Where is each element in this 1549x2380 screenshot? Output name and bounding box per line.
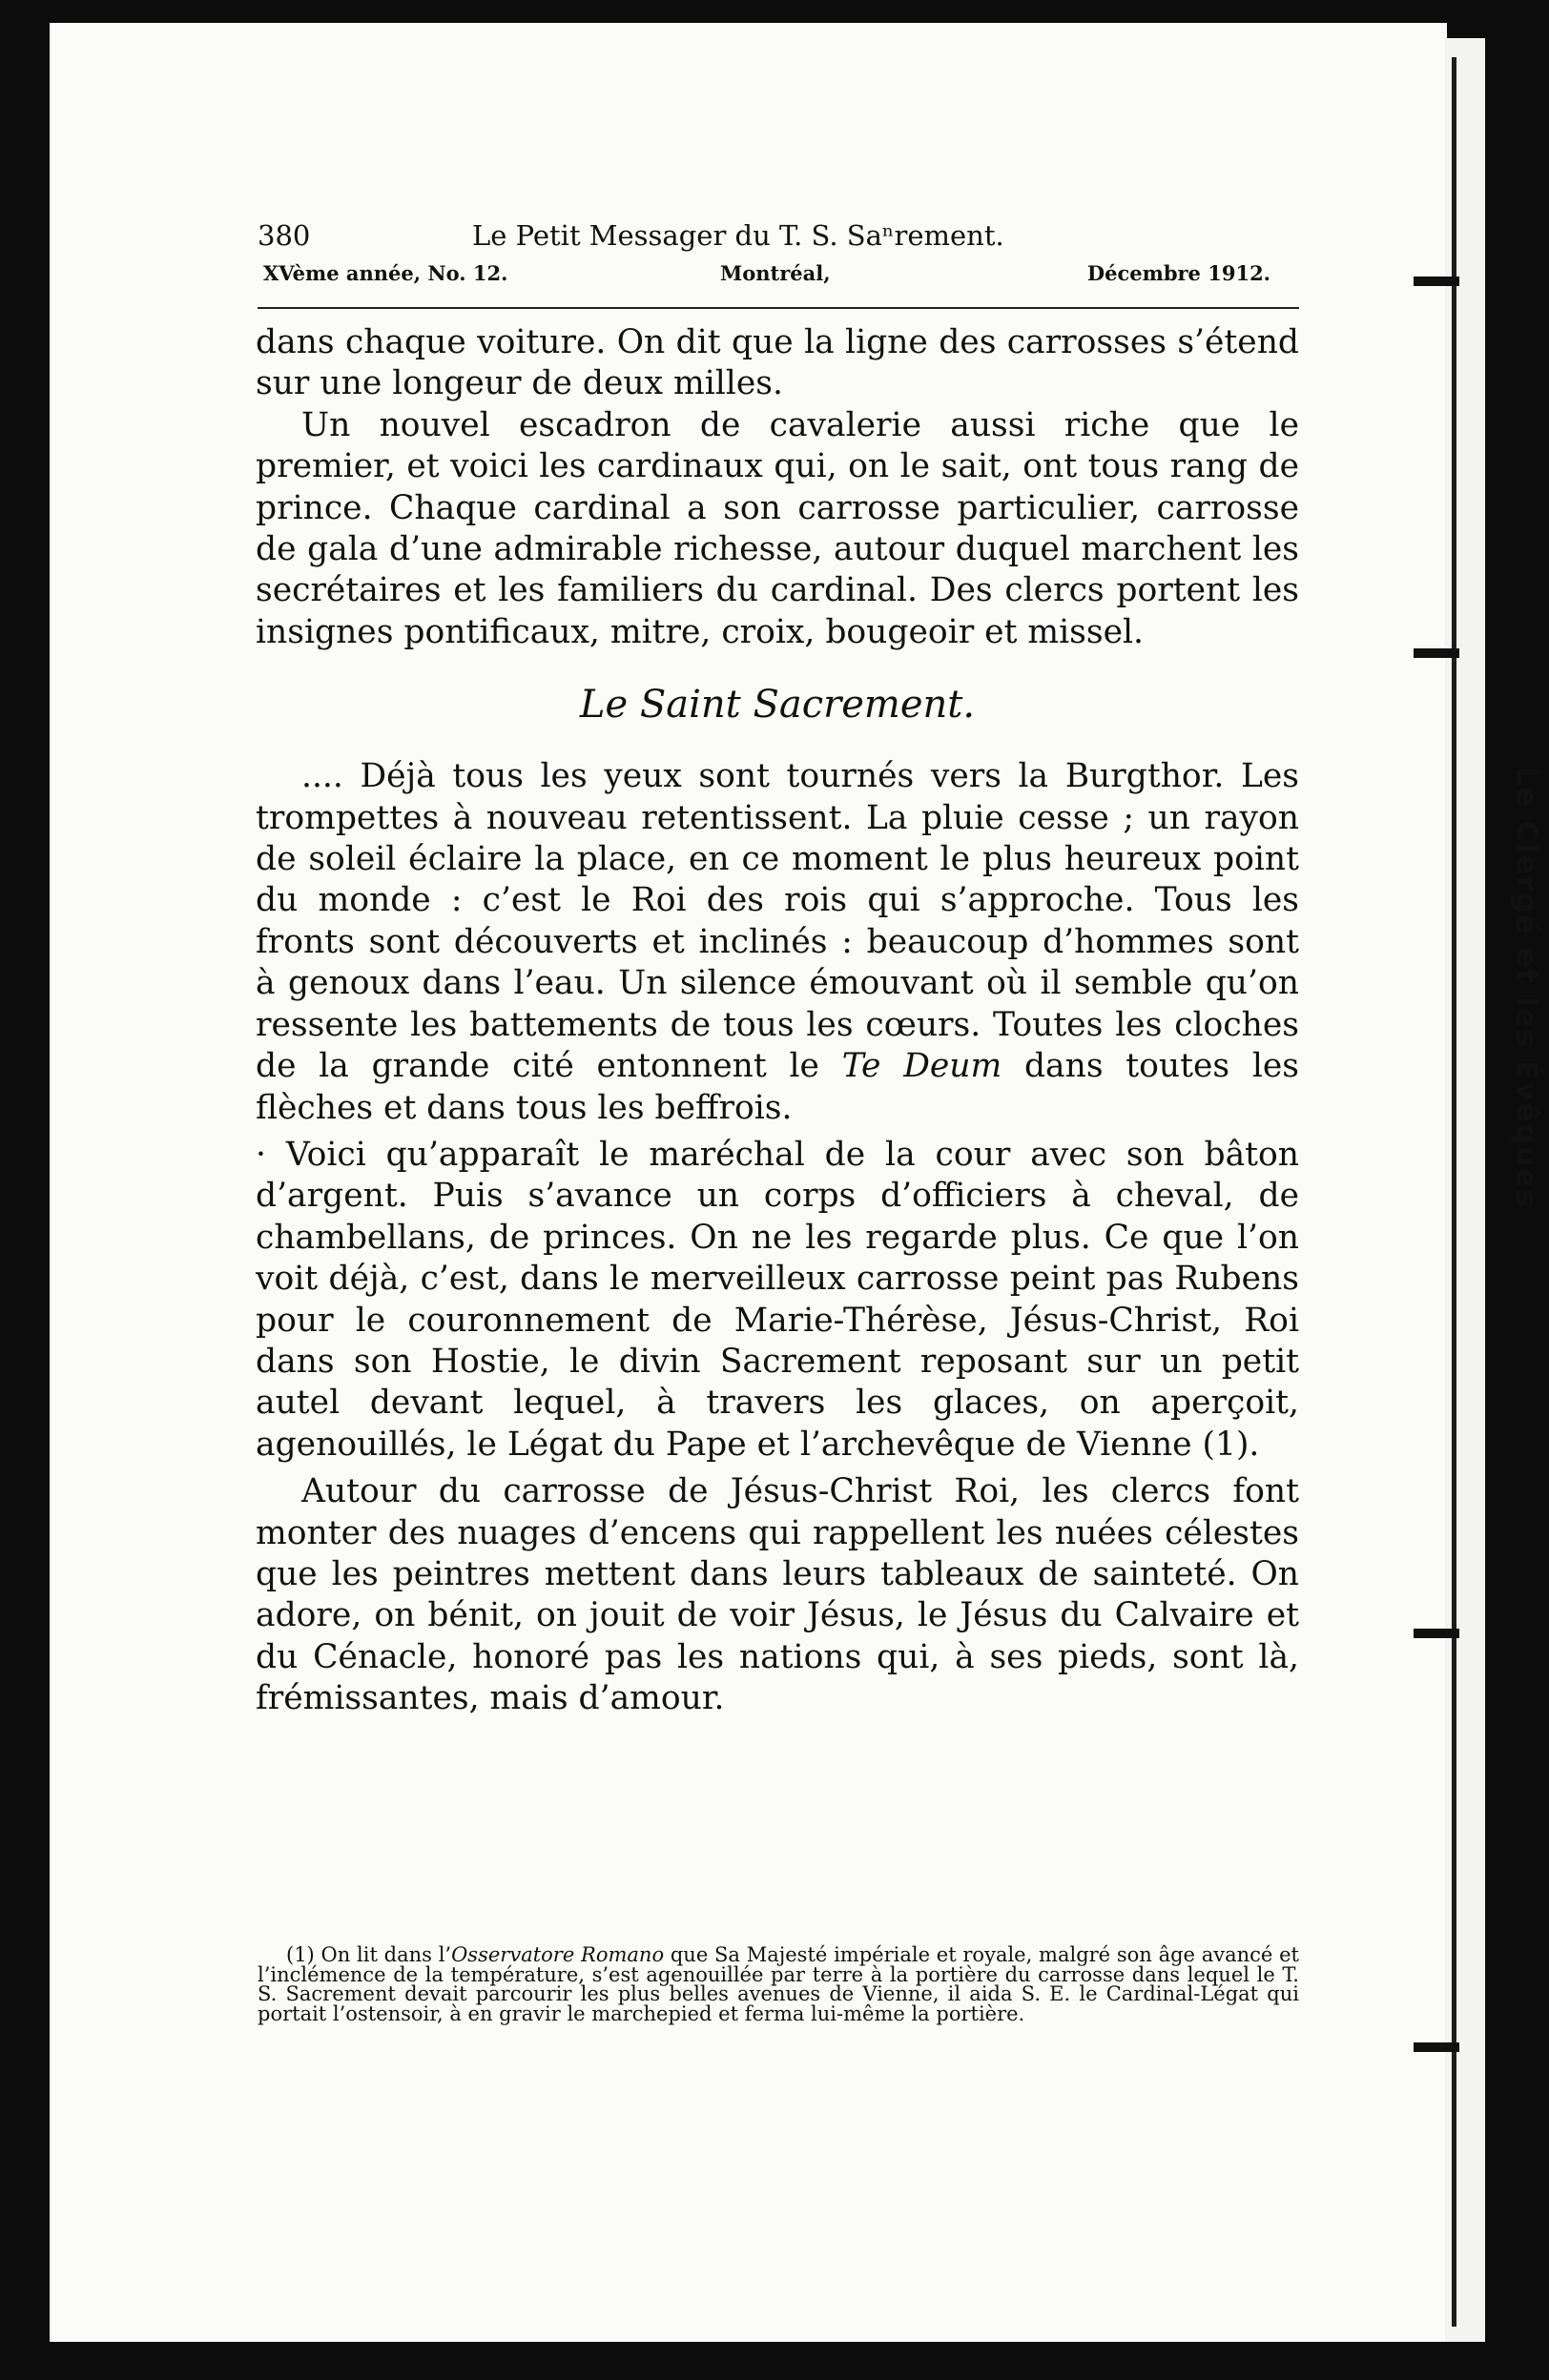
header-rule — [258, 307, 1299, 309]
running-title: Le Petit Messager du T. S. Saⁿrement. — [472, 219, 1004, 252]
paragraph-text: dans toutes les flèches et dans tous les beffrois. — [256, 1047, 1299, 1127]
section-heading: Le Saint Sacrement. — [579, 683, 976, 728]
footnote — [258, 1945, 1299, 2023]
edge-tick-mark — [1414, 1629, 1459, 1638]
edge-tick-mark — [1414, 277, 1459, 286]
paragraph: · Voici qu’apparaît le maréchal de la cour avec son bâton d’argent. Puis s’avance un corps d’officiers à cheval, de chambellans, de princes. On ne les regarde plus. Ce que l’on voit déjà, c’est, dans le merveilleux carrosse peint pas Rubens pour le couronnement de Marie-Thérèse, Jésus-Christ, Roi dans son Hostie, le divin Sacrement reposant sur un petit autel devant lequel, à travers les glaces, on aperçoit, agenouillés, le Légat du Pape et l’archevêque de Vienne (1). — [256, 1135, 1299, 1464]
page-number: 380 — [258, 219, 311, 252]
issue-date: Décembre 1912. — [1086, 261, 1270, 285]
paragraph: Un nouvel escadron de cavalerie aussi riche que le premier, et voici les cardinaux qui, on le sait, ont tous rang de prince. Chaque cardinal a son carrosse particulier, carrosse de gala d’une admirable richesse, autour duquel marchent les secrétaires et les familiers du cardinal. Des clercs portent les insignes pontificaux, mitre, croix, bougeoir et missel. — [256, 405, 1299, 651]
body-text — [256, 322, 1299, 1720]
edge-tick-mark — [1414, 2042, 1459, 2052]
footnote-italic-title: Osservatore Romano — [451, 1943, 665, 1966]
city: Montréal, — [720, 261, 831, 285]
footnote-text: (1) On lit dans l’ — [286, 1943, 452, 1966]
italic-title: Te Deum — [841, 1047, 1002, 1086]
paragraph — [256, 756, 1299, 1129]
spine-title: Le Clergé et les Évêques — [1509, 767, 1543, 1209]
paragraph: dans chaque voiture. On dit que la ligne des carrosses s’étend sur une longeur de deux milles. — [256, 323, 1299, 403]
volume-info: XVème année, No. 12. — [263, 261, 508, 285]
edge-tick-mark — [1414, 648, 1459, 658]
running-header — [258, 219, 1299, 296]
footnote-text: que Sa Majesté impériale et royale, malgré son âge avancé et l’inclémence de la température, s’est agenouillée par terre à la portière du carrosse dans lequel le T. S. Sacrement devait parcourir les plus belles avenues de Vienne, il aida S. E. le Cardinal-Légat qui portait l’ostensoir, à en gravir le marchepied et ferma lui-même la portière. — [258, 1943, 1299, 2025]
paragraph: Autour du carrosse de Jésus-Christ Roi, les clercs font monter des nuages d’encens qui rappellent les nuées célestes que les peintres mettent dans leurs tableaux de sainteté. On adore, on bénit, on jouit de voir Jésus, le Jésus du Calvaire et du Cénacle, honoré pas les nations qui, à ses pieds, sont là, frémissantes, mais d’amour. — [256, 1472, 1299, 1718]
paragraph-text: .... Déjà tous les yeux sont tournés vers la Burgthor. Les trompettes à nouveau retentissent. La pluie cesse ; un rayon de soleil éclaire la place, en ce moment le plus heureux point du monde : c’est le Roi des rois qui s’approche. Tous les fronts sont découverts et inclinés : beaucoup d’hommes sont à genoux dans l’eau. Un silence émouvant où il semble qu’on ressente les battements de tous les cœurs. Toutes les cloches de la grande cité entonnent le — [256, 757, 1299, 1086]
page-edge-line — [1452, 57, 1456, 2327]
